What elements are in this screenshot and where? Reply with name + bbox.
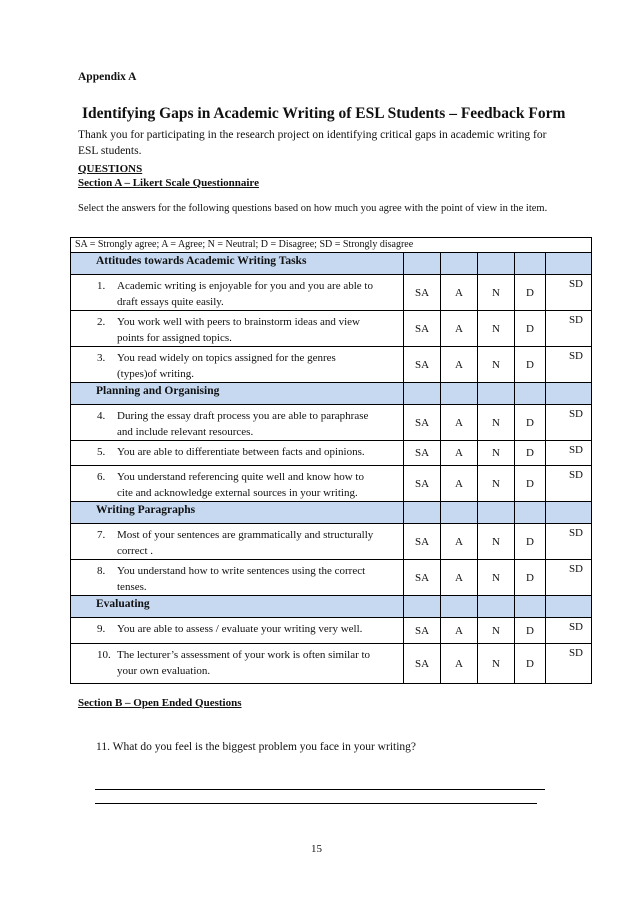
question-text <box>71 347 404 383</box>
option-a[interactable]: A <box>441 311 478 347</box>
question-line-1: Most of your sentences are grammatically and structurally <box>117 529 374 541</box>
question-line <box>97 563 399 579</box>
option-sa[interactable]: SA <box>404 405 441 441</box>
option-n[interactable]: N <box>478 275 515 311</box>
question-text <box>71 644 404 684</box>
option-sa[interactable]: SA <box>404 347 441 383</box>
option-sa[interactable]: SA <box>404 311 441 347</box>
question-row <box>71 311 592 347</box>
option-n[interactable]: N <box>478 618 515 644</box>
option-sd[interactable]: SD <box>546 524 592 560</box>
appendix-label: Appendix A <box>78 71 137 83</box>
option-d[interactable]: D <box>515 275 546 311</box>
category-cell <box>478 253 515 275</box>
category-cell <box>546 502 592 524</box>
page-title: Identifying Gaps in Academic Writing of ESL Students – Feedback Form <box>82 105 566 122</box>
option-sa[interactable]: SA <box>404 524 441 560</box>
question-row <box>71 644 592 684</box>
option-sd[interactable]: SD <box>546 347 592 383</box>
question-row <box>71 405 592 441</box>
category-cell <box>441 596 478 618</box>
option-a[interactable]: A <box>441 466 478 502</box>
question-line-2: tenses. <box>117 581 147 593</box>
question-number: 5. <box>97 446 106 458</box>
category-title: Planning and Organising <box>71 383 404 405</box>
option-a[interactable]: A <box>441 644 478 684</box>
question-row <box>71 347 592 383</box>
question-line-1: Academic writing is enjoyable for you and you are able to <box>117 280 373 292</box>
legend: SA = Strongly agree; A = Agree; N = Neutral; D = Disagree; SD = Strongly disagree <box>71 238 592 253</box>
option-d[interactable]: D <box>515 441 546 466</box>
question-text <box>71 524 404 560</box>
option-sa[interactable]: SA <box>404 441 441 466</box>
category-row <box>71 383 592 405</box>
question-row <box>71 441 592 466</box>
question-number: 4. <box>97 410 106 422</box>
question-line-2: draft essays quite easily. <box>117 296 224 308</box>
likert-table <box>70 237 592 684</box>
question-number: 10. <box>97 649 111 661</box>
question-line <box>97 350 399 366</box>
question-line-1: You understand how to write sentences using the correct <box>117 565 366 577</box>
option-a[interactable]: A <box>441 405 478 441</box>
option-a[interactable]: A <box>441 275 478 311</box>
question-number: 8. <box>97 565 106 577</box>
option-d[interactable]: D <box>515 311 546 347</box>
instructions-text: Select the answers for the following questions based on how much you agree with the point of view in the item. <box>78 203 548 214</box>
option-sa[interactable]: SA <box>404 275 441 311</box>
category-cell <box>478 383 515 405</box>
question-row <box>71 275 592 311</box>
question-text <box>71 466 404 502</box>
question-line-1: During the essay draft process you are able to paraphrase <box>117 410 369 422</box>
question-number: 3. <box>97 352 106 364</box>
option-sa[interactable]: SA <box>404 644 441 684</box>
section-a-heading: Section A – Likert Scale Questionnaire <box>78 177 259 189</box>
question-line-2: cite and acknowledge external sources in your writing. <box>117 487 358 499</box>
question-line-2: and include relevant resources. <box>117 426 254 438</box>
question-line <box>97 408 399 424</box>
question-row <box>71 524 592 560</box>
question-row <box>71 466 592 502</box>
category-cell <box>515 253 546 275</box>
question-line-1: You are able to assess / evaluate your writing very well. <box>117 623 363 635</box>
option-n[interactable]: N <box>478 524 515 560</box>
option-n[interactable]: N <box>478 466 515 502</box>
question-number: 1. <box>97 280 106 292</box>
question-number: 6. <box>97 471 106 483</box>
question-row <box>71 560 592 596</box>
likert-table-body <box>71 238 592 684</box>
category-cell <box>441 253 478 275</box>
category-cell <box>546 383 592 405</box>
questions-heading: QUESTIONS <box>78 163 143 175</box>
category-cell <box>515 383 546 405</box>
option-a[interactable]: A <box>441 560 478 596</box>
option-sd[interactable]: SD <box>546 644 592 684</box>
section-b-heading: Section B – Open Ended Questions <box>78 697 242 709</box>
question-text <box>71 311 404 347</box>
option-n[interactable]: N <box>478 405 515 441</box>
question-line <box>97 278 399 294</box>
option-sa[interactable]: SA <box>404 466 441 502</box>
category-cell <box>478 596 515 618</box>
category-title: Attitudes towards Academic Writing Tasks <box>71 253 404 275</box>
category-title: Writing Paragraphs <box>71 502 404 524</box>
question-line-1: You understand referencing quite well and know how to <box>117 471 364 483</box>
option-sd[interactable]: SD <box>546 441 592 466</box>
question-line <box>97 469 399 485</box>
option-sd[interactable]: SD <box>546 466 592 502</box>
question-text <box>71 618 404 644</box>
option-d[interactable]: D <box>515 405 546 441</box>
option-d[interactable]: D <box>515 347 546 383</box>
question-line-1: You read widely on topics assigned for the genres <box>117 352 336 364</box>
category-cell <box>515 596 546 618</box>
category-cell <box>441 383 478 405</box>
option-n[interactable]: N <box>478 644 515 684</box>
category-cell <box>404 383 441 405</box>
question-number: 7. <box>97 529 106 541</box>
category-cell <box>404 596 441 618</box>
option-a[interactable]: A <box>441 347 478 383</box>
question-text <box>71 560 404 596</box>
question-line <box>97 527 399 543</box>
option-n[interactable]: N <box>478 347 515 383</box>
question-line-2: correct . <box>117 545 154 557</box>
category-cell <box>515 502 546 524</box>
category-title: Evaluating <box>71 596 404 618</box>
question-row <box>71 618 592 644</box>
question-line <box>97 314 399 330</box>
option-d[interactable]: D <box>515 466 546 502</box>
option-sd[interactable]: SD <box>546 275 592 311</box>
question-line-2: your own evaluation. <box>117 665 211 677</box>
question-text <box>71 405 404 441</box>
category-row <box>71 596 592 618</box>
question-line-2: (types)of writing. <box>117 368 194 380</box>
answer-line[interactable] <box>95 789 545 790</box>
question-line <box>97 444 399 460</box>
option-sd[interactable]: SD <box>546 405 592 441</box>
question-text <box>71 275 404 311</box>
option-d[interactable]: D <box>515 618 546 644</box>
option-sd[interactable]: SD <box>546 560 592 596</box>
option-a[interactable]: A <box>441 441 478 466</box>
category-cell <box>404 253 441 275</box>
option-n[interactable]: N <box>478 441 515 466</box>
question-number: 9. <box>97 623 106 635</box>
question-line-1: You work well with peers to brainstorm ideas and view <box>117 316 360 328</box>
question-line-1: You are able to differentiate between facts and opinions. <box>117 446 365 458</box>
answer-line[interactable] <box>95 803 537 804</box>
category-cell <box>404 502 441 524</box>
option-a[interactable]: A <box>441 618 478 644</box>
option-n[interactable]: N <box>478 311 515 347</box>
option-n[interactable]: N <box>478 560 515 596</box>
option-sd[interactable]: SD <box>546 311 592 347</box>
question-text <box>71 441 404 466</box>
option-a[interactable]: A <box>441 524 478 560</box>
option-sa[interactable]: SA <box>404 618 441 644</box>
option-sd[interactable]: SD <box>546 618 592 644</box>
question-11: 11. What do you feel is the biggest problem you face in your writing? <box>96 741 417 753</box>
category-row <box>71 253 592 275</box>
option-d[interactable]: D <box>515 560 546 596</box>
question-number: 2. <box>97 316 106 328</box>
category-cell <box>546 253 592 275</box>
category-row <box>71 502 592 524</box>
question-line <box>97 621 399 637</box>
category-cell <box>478 502 515 524</box>
category-cell <box>441 502 478 524</box>
option-sa[interactable]: SA <box>404 560 441 596</box>
question-line <box>97 647 399 663</box>
intro-text: Thank you for participating in the research project on identifying critical gaps in academic writing for ESL students. <box>78 129 547 157</box>
page-number: 15 <box>311 843 322 855</box>
option-d[interactable]: D <box>515 524 546 560</box>
category-cell <box>546 596 592 618</box>
question-line-2: points for assigned topics. <box>117 332 232 344</box>
question-line-1: The lecturer’s assessment of your work is often similar to <box>117 649 371 661</box>
option-d[interactable]: D <box>515 644 546 684</box>
